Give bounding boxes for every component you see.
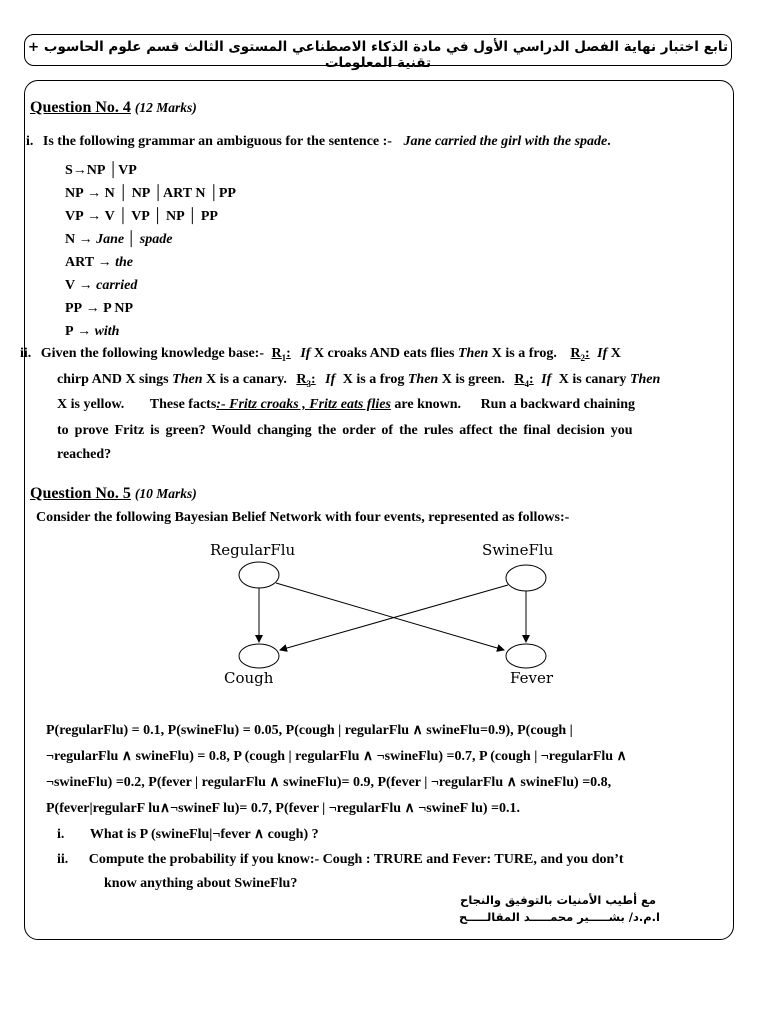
facts-label: These facts <box>149 397 217 412</box>
edge-regularflu-fever <box>276 583 504 650</box>
r3-cond: X is a frog <box>342 372 405 387</box>
rule-r3-label: $R_3$: <box>296 372 316 389</box>
grammar-lhs: PP <box>65 301 83 316</box>
q4-title: Question No. 4 <box>30 99 131 116</box>
node-regularflu <box>239 562 279 588</box>
grammar-lhs: ART <box>65 255 95 270</box>
grammar-rule <box>65 301 133 317</box>
signature-wishes: مع أطيب الأمنيات بالتوفيق والنجاح <box>460 893 656 907</box>
exam-header: تابع اختبار نهاية الفصل الدراسي الأول في مادة الذكاء الاصطناعي المستوى الثالث قسم علوم الحاسوب + تقنية المعلومات <box>27 39 729 71</box>
grammar-arrow: → <box>82 301 104 316</box>
grammar-rhs: NP │VP <box>86 163 137 178</box>
probability-line: ¬swineFlu) =0.2, P(fever | regularFlu ∧ swineFlu)= 0.9, P(fever | ¬regularFlu ∧ swineFlu) =0.8, <box>46 775 612 790</box>
grammar-lhs: NP <box>65 186 84 201</box>
grammar-rule <box>65 163 137 179</box>
task-text-a: Run a backward chaining <box>480 397 635 412</box>
grammar-arrow: → <box>83 209 105 224</box>
node-label-regularflu: RegularFlu <box>210 541 296 559</box>
r1-concl: X is a frog. <box>491 346 557 361</box>
r1-cond: X croaks AND eats flies <box>313 346 455 361</box>
grammar-rhs: N │ NP │ART N │PP <box>104 186 236 201</box>
grammar-lhs: V <box>65 278 76 293</box>
q4-i-sentence: Jane carried the girl with the spade <box>403 134 608 149</box>
node-label-fever: Fever <box>510 669 553 687</box>
grammar-rhs: with <box>94 324 120 339</box>
kb-line-5 <box>57 447 111 463</box>
q4-marks: (12 Marks) <box>134 100 197 115</box>
q5-sub-i-num: i. <box>57 827 65 842</box>
rule-r1-label: $R_1$: <box>271 346 291 363</box>
r2-concl: X is a canary. <box>205 372 287 387</box>
q5-marks: (10 Marks) <box>134 486 197 501</box>
q5-sub-ii <box>57 852 624 868</box>
q5-sub-i <box>57 826 319 843</box>
q5-title: Question No. 5 <box>30 485 131 502</box>
r3-concl: X is green. <box>441 372 505 387</box>
grammar-lhs: VP <box>65 209 84 224</box>
task-text-c: reached? <box>57 447 112 462</box>
grammar-rhs: the <box>115 255 133 270</box>
r3-if: If <box>325 372 336 387</box>
q5-heading <box>30 485 197 503</box>
kb-line-2 <box>57 372 660 389</box>
grammar-lhs: S <box>65 163 73 178</box>
r2-cond-a: X <box>610 346 621 361</box>
node-cough <box>239 644 279 668</box>
grammar-arrow: → <box>75 232 97 247</box>
r2-cond-b: chirp AND X sings <box>57 372 169 387</box>
r2-then: Then <box>172 372 203 387</box>
node-swineflu <box>506 565 546 591</box>
grammar-arrow: → <box>73 324 95 339</box>
facts-tail: are known. <box>394 397 462 412</box>
r3-then: Then <box>407 372 439 387</box>
grammar-arrow: → <box>94 255 116 270</box>
grammar-rhs: carried <box>96 278 138 293</box>
node-fever <box>506 644 546 668</box>
grammar-arrow: → <box>72 163 87 178</box>
grammar-lhs: N <box>65 232 76 247</box>
r1-then: Then <box>457 346 489 361</box>
r4-then: Then <box>629 372 661 387</box>
q5-sub-ii-num: ii. <box>57 852 69 867</box>
node-label-cough: Cough <box>224 669 274 687</box>
q5-sub-ii-text-a: Compute the probability if you know:- Cough : TRURE and Fever: TURE, and you don’t <box>88 852 624 867</box>
q5-sub-i-text: What is P (swineFlu|¬fever ∧ cough) ? <box>89 827 319 842</box>
grammar-lhs: P <box>65 324 74 339</box>
kb-line-4 <box>57 423 633 439</box>
bayes-network-diagram <box>200 538 580 688</box>
r2-if: If <box>597 346 608 361</box>
grammar-rhs: Jane │ spade <box>96 232 173 247</box>
probability-line: P(fever|regularF lu∧¬swineF lu)= 0.7, P(fever | ¬regularFlu ∧ ¬swineF lu) =0.1. <box>46 801 521 816</box>
grammar-rule <box>65 232 172 248</box>
grammar-arrow: → <box>83 186 105 201</box>
r4-concl: X is yellow. <box>57 397 125 412</box>
probability-line: ¬regularFlu ∧ swineFlu) = 0.8, P (cough | regularFlu ∧ ¬swineFlu) =0.7, P (cough | ¬regularFlu ∧ <box>46 749 627 764</box>
q4-part-i: i. Is the following grammar an ambiguous for the sentence :- Jane carried the girl with the spade. <box>26 134 611 149</box>
r1-if: If <box>300 346 311 361</box>
q4-i-text: Is the following grammar an ambiguous for the sentence :- <box>42 134 392 149</box>
probability-line: P(regularFlu) = 0.1, P(swineFlu) = 0.05, P(cough | regularFlu ∧ swineFlu=0.9), P(cough | <box>46 723 573 738</box>
edge-swineflu-cough <box>280 585 508 650</box>
q4-ii-intro: Given the following knowledge base:- <box>40 346 265 361</box>
grammar-arrow: → <box>75 278 97 293</box>
grammar-rule <box>65 324 119 340</box>
rule-r4-label: $R_4$: <box>514 372 534 389</box>
header-box <box>24 34 732 71</box>
kb-line-3 <box>57 397 635 413</box>
rule-r2-label: $R_2$: <box>570 346 590 363</box>
grammar-rule <box>65 186 236 202</box>
r4-if: If <box>541 372 552 387</box>
grammar-rule <box>65 209 218 225</box>
q4-heading <box>30 99 197 117</box>
grammar-rhs: P NP <box>103 301 134 316</box>
r4-cond: X is canary <box>558 372 627 387</box>
q5-sub-ii-text-b: know anything about SwineFlu? <box>104 876 298 891</box>
facts-text: :- Fritz croaks , Fritz eats flies <box>216 397 391 412</box>
grammar-rhs: V │ VP │ NP │ PP <box>104 209 218 224</box>
signature-name: ا.م.د/ بشـــــير محمـــــد المقالـــــح <box>459 910 660 924</box>
q5-intro: Consider the following Bayesian Belief Network with four events, represented as follows:- <box>36 510 570 525</box>
grammar-rule <box>65 278 137 294</box>
q4-ii-num: ii. <box>20 346 32 361</box>
task-text-b: to prove Fritz is green? Would changing the order of the rules affect the final decision you <box>57 423 633 438</box>
q4-i-num: i. <box>26 134 34 149</box>
kb-line-1 <box>20 346 621 363</box>
grammar-rule <box>65 255 133 271</box>
node-label-swineflu: SwineFlu <box>482 541 554 559</box>
